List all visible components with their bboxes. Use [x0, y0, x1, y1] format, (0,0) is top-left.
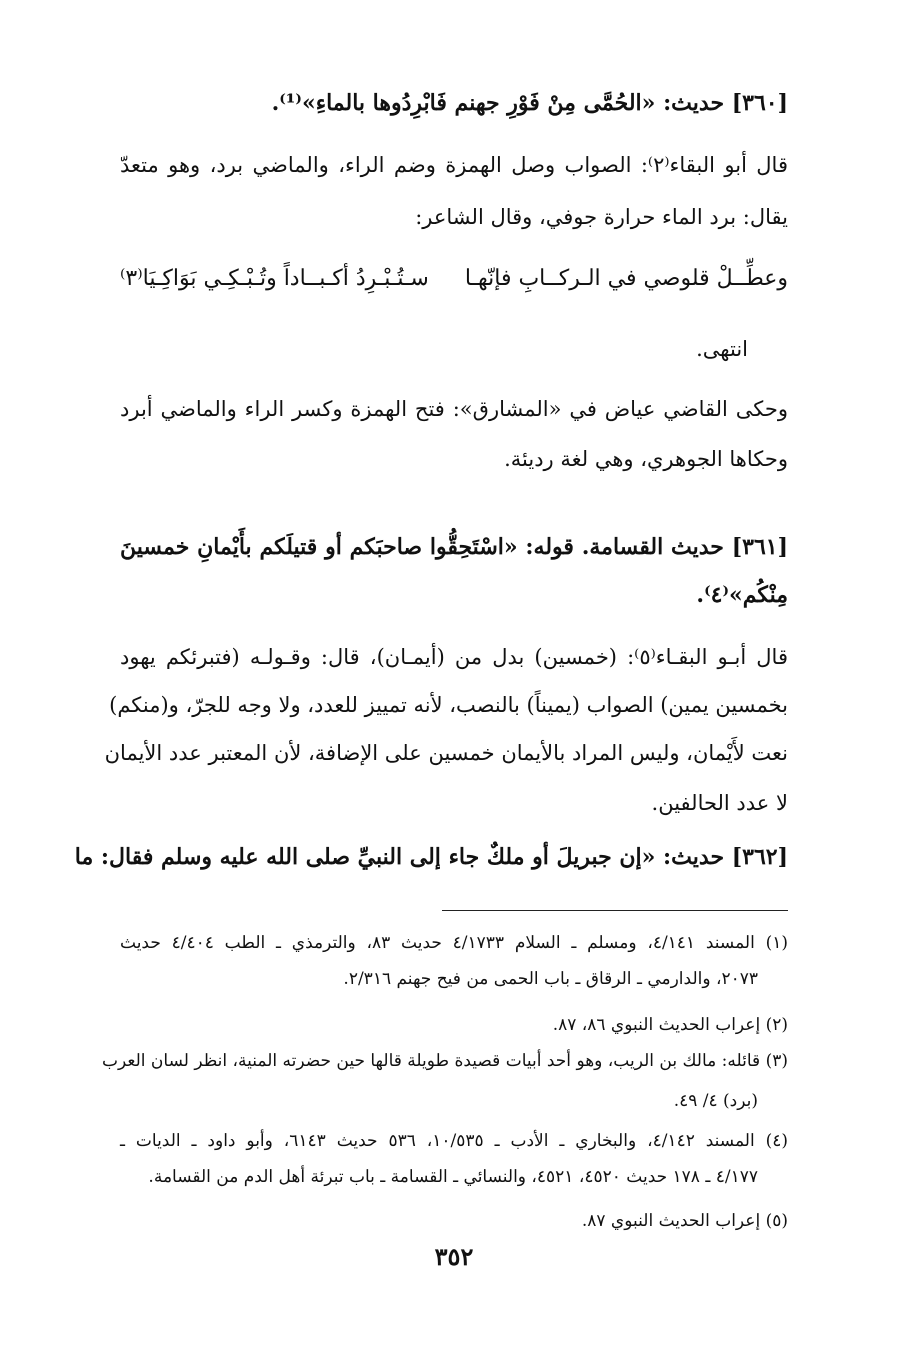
entry-360-para1-line2: يقال: برد الماء حرارة جوفي، وقال الشاعر:: [415, 205, 788, 229]
footnote-5: (٥) إعراب الحديث النبوي ٨٧.: [581, 1211, 788, 1231]
footnote-1-line2: ٢٠٧٣، والدارمي ـ الرقاق ـ باب الحمى من فيح جهنم ٢/٣١٦.: [343, 969, 758, 989]
entry-360-para1-line1: قال أبو البقاء⁽٢⁾: الصواب وصل الهمزة وضم الراء، والماضي برد، وهو متعدّ: [120, 153, 788, 177]
footnote-3-line1: (٣) قائله: مالك بن الريب، وهو أحد أبيات قصيدة طويلة قالها حين حضرته المنية، انظر لسان العرب: [102, 1051, 788, 1071]
entry-361-heading-line2: مِنْكُم»⁽٤⁾.: [696, 582, 788, 608]
verse-first-hemistich: وعطِّــلْ قلوصي في الـركــابِ فإنّهـا: [464, 266, 788, 291]
footnote-3-line2: (برد) ٤/ ٤٩.: [673, 1091, 758, 1111]
entry-361-heading-line1: [٣٦١] حديث القسامة. قوله: «اسْتَحِقُّوا صاحبَكم أو قتيلَكم بأَيْمانِ خمسينَ: [120, 534, 788, 560]
entry-361-para-line4: لا عدد الحالفين.: [651, 791, 788, 815]
entry-360-para2-line2: وحكاها الجوهري، وهي لغة رديئة.: [504, 447, 788, 471]
entry-361-para-line2: بخمسين يمين) الصواب (يميناً) بالنصب، لأنه تمييز للعدد، ولا وجه للجرّ، و(منكم): [109, 693, 788, 717]
entry-362-heading: [٣٦٢] حديث: «إن جبريلَ أو ملكٌ جاء إلى النبيِّ صلى الله عليه وسلم فقال: ما: [74, 844, 788, 870]
entry-360-para2-line1: وحكى القاضي عياض في «المشارق»: فتح الهمزة وكسر الراء والماضي أبرد: [120, 397, 788, 421]
poetry-verse: [120, 262, 788, 296]
entry-361-para-line1: قال أبـو البقـاء⁽٥⁾: (خمسين) بدل من (أيمـان)، قال: وقـولـه (فتبرئكم يهود: [120, 645, 788, 669]
footnote-4-line2: ٤/١٧٧ ـ ١٧٨ حديث ٤٥٢٠، ٤٥٢١، والنسائي ـ القسامة ـ باب تبرئة أهل الدم من القسامة.: [148, 1167, 758, 1187]
page-number: ٣٥٢: [434, 1242, 474, 1271]
entry-361-para-line3: نعت لأَيْمان، وليس المراد بالأيمان خمسين على الإضافة، لأن المعتبر عدد الأيمان: [104, 741, 788, 765]
entry-360-heading: [٣٦٠] حديث: «الحُمَّى مِنْ فَوْرِ جهنم فَابْرِدُوها بالماءِ»⁽¹⁾.: [271, 90, 788, 116]
footnote-4-line1: (٤) المسند ٤/١٤٢، والبخاري ـ الأدب ـ ١٠/٥٣٥، ٥٣٦ حديث ٦١٤٣، وأبو داود ـ الديات ـ: [120, 1131, 789, 1151]
entry-360-para1-end: انتهى.: [696, 337, 748, 361]
footnote-1-line1: (١) المسند ٤/١٤١، ومسلم ـ السلام ٤/١٧٣٣ حديث ٨٣، والترمذي ـ الطب ٤/٤٠٤ حديث: [120, 933, 788, 953]
verse-second-hemistich: سـتُـبْـرِدُ أكـبــاداً وتُـبْـكِـي بَوَاكِـيَا⁽٣⁾: [120, 266, 429, 291]
footnote-2: (٢) إعراب الحديث النبوي ٨٦، ٨٧.: [552, 1015, 788, 1035]
footnote-separator: [442, 910, 788, 911]
